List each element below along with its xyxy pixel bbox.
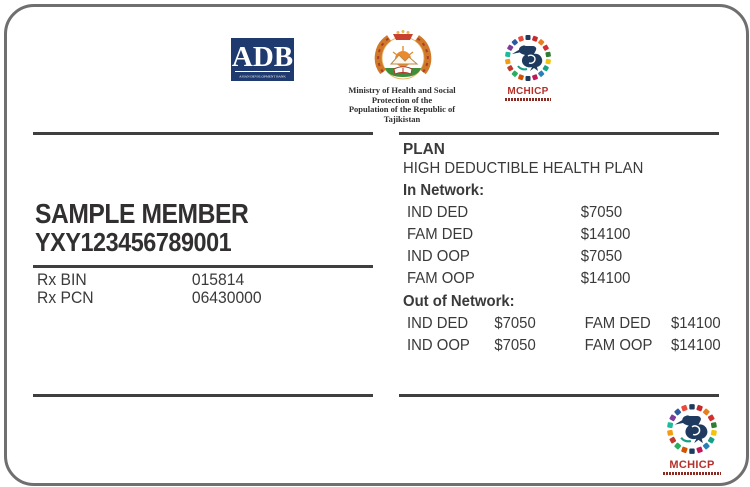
benefit-label: IND DED bbox=[407, 204, 469, 221]
benefit-label: FAM OOP bbox=[407, 270, 475, 287]
benefit-row bbox=[407, 270, 630, 288]
rx-pcn-label: Rx PCN bbox=[37, 289, 94, 307]
benefit-value: $14100 bbox=[580, 270, 631, 287]
divider-top-right bbox=[399, 132, 719, 135]
benefit-value: $7050 bbox=[494, 315, 536, 332]
benefit-label: FAM DED bbox=[584, 315, 651, 332]
adb-logo-text: ADB bbox=[231, 41, 294, 73]
benefit-row bbox=[407, 248, 622, 266]
in-network-heading: In Network: bbox=[403, 182, 485, 199]
benefit-row bbox=[407, 337, 721, 355]
plan-title: PLAN bbox=[403, 141, 445, 158]
rx-bin-row bbox=[37, 271, 360, 290]
benefit-label: IND OOP bbox=[407, 248, 470, 265]
ministry-line: Population of the Republic of bbox=[348, 104, 456, 115]
benefit-value: $14100 bbox=[580, 226, 631, 243]
mchicp-logo-top bbox=[501, 34, 555, 101]
rx-pcn-row bbox=[37, 289, 360, 308]
ministry-line: Ministry of Health and Social bbox=[348, 85, 456, 95]
mchicp-stork-icon bbox=[501, 34, 555, 82]
member-name: SAMPLE MEMBER bbox=[35, 198, 249, 229]
ministry-caption bbox=[329, 86, 475, 124]
mchicp-logo-label: MCHICP bbox=[669, 459, 715, 471]
benefit-row bbox=[407, 226, 630, 244]
benefit-row bbox=[407, 315, 721, 333]
benefit-value: $7050 bbox=[580, 204, 623, 221]
benefit-label: IND OOP bbox=[407, 337, 470, 354]
rx-bin-label: Rx BIN bbox=[37, 271, 87, 289]
tajikistan-emblem-icon bbox=[367, 28, 439, 86]
divider-bottom-right bbox=[399, 394, 719, 397]
benefit-value: $7050 bbox=[580, 248, 623, 265]
adb-logo-subtext: ASIAN DEVELOPMENT BANK bbox=[239, 74, 286, 79]
insurance-card bbox=[4, 4, 749, 486]
divider-bottom-left bbox=[33, 394, 373, 397]
mchicp-stork-icon bbox=[660, 403, 724, 455]
rx-bin-value: 015814 bbox=[191, 271, 245, 289]
benefit-value: $14100 bbox=[671, 315, 721, 332]
benefit-value: $14100 bbox=[671, 337, 721, 354]
member-id: YXY123456789001 bbox=[35, 227, 232, 257]
out-network-heading: Out of Network: bbox=[403, 293, 515, 310]
mchicp-tagline bbox=[663, 472, 721, 475]
divider-top-left bbox=[33, 132, 373, 135]
mchicp-tagline bbox=[505, 98, 551, 101]
plan-name: HIGH DEDUCTIBLE HEALTH PLAN bbox=[403, 160, 644, 177]
rx-pcn-value: 06430000 bbox=[191, 289, 262, 307]
benefit-value: $7050 bbox=[494, 337, 536, 354]
ministry-line: Protection of the bbox=[371, 94, 433, 105]
mchicp-logo-label: MCHICP bbox=[507, 86, 549, 97]
benefit-row bbox=[407, 204, 622, 222]
benefit-label: FAM OOP bbox=[584, 337, 653, 354]
mchicp-logo-bottom bbox=[660, 403, 724, 475]
benefit-label: IND DED bbox=[407, 315, 469, 332]
benefit-label: FAM DED bbox=[407, 226, 474, 243]
ministry-line: Tajikistan bbox=[383, 113, 421, 124]
divider-mid-left bbox=[33, 265, 373, 268]
adb-logo bbox=[231, 38, 294, 81]
